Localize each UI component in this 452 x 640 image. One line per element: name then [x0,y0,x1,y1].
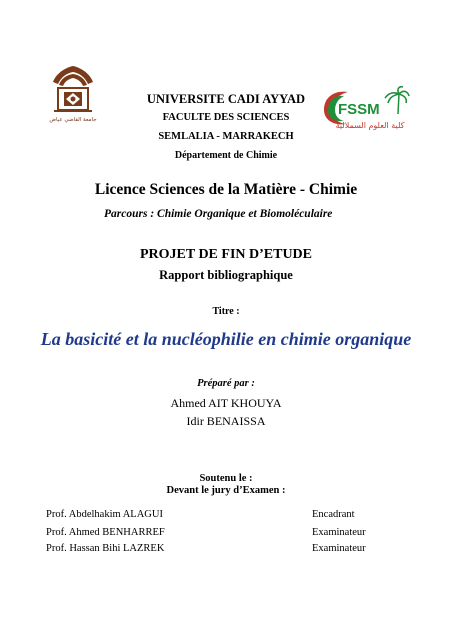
jury-member-name: Prof. Abdelhakim ALAGUI [46,509,163,520]
author-name: Idir BENAISSA [186,414,266,428]
university-logo-caption: جامعة القاضي عياض [49,117,97,123]
jury-member-row [46,543,376,557]
fssm-logo-caption: كلية العلوم السملالية [335,121,405,130]
project-type: PROJET DE FIN D’ETUDE [139,247,313,262]
defense-label: Soutenu le : [199,473,253,484]
title-label: Titre : [212,306,240,317]
jury-label: Devant le jury d’Examen : [166,485,286,496]
jury-member-row [46,509,376,523]
university-name: UNIVERSITE CADI AYYAD [146,92,306,106]
fssm-logo-text: FSSM [338,101,380,118]
jury-member-role: Encadrant [312,509,355,520]
department-name: Département de Chimie [174,150,278,161]
campus-location: SEMLALIA - MARRAKECH [158,131,294,142]
author-name: Ahmed AIT KHOUYA [170,396,282,410]
jury-member-row [46,527,376,541]
faculty-name: FACULTE DES SCIENCES [162,112,290,123]
jury-member-role: Examinateur [312,543,366,554]
track-title: Parcours : Chimie Organique et Biomoléculaire [104,208,333,220]
report-title: La basicité et la nucléophilie en chimie organique [40,329,412,349]
project-subtype: Rapport bibliographique [159,268,293,282]
authors-label: Préparé par : [197,378,255,389]
jury-member-role: Examinateur [312,527,366,538]
degree-title: Licence Sciences de la Matière - Chimie [94,181,358,198]
jury-member-name: Prof. Ahmed BENHARREF [46,527,165,538]
jury-member-name: Prof. Hassan Bihi LAZREK [46,543,165,554]
